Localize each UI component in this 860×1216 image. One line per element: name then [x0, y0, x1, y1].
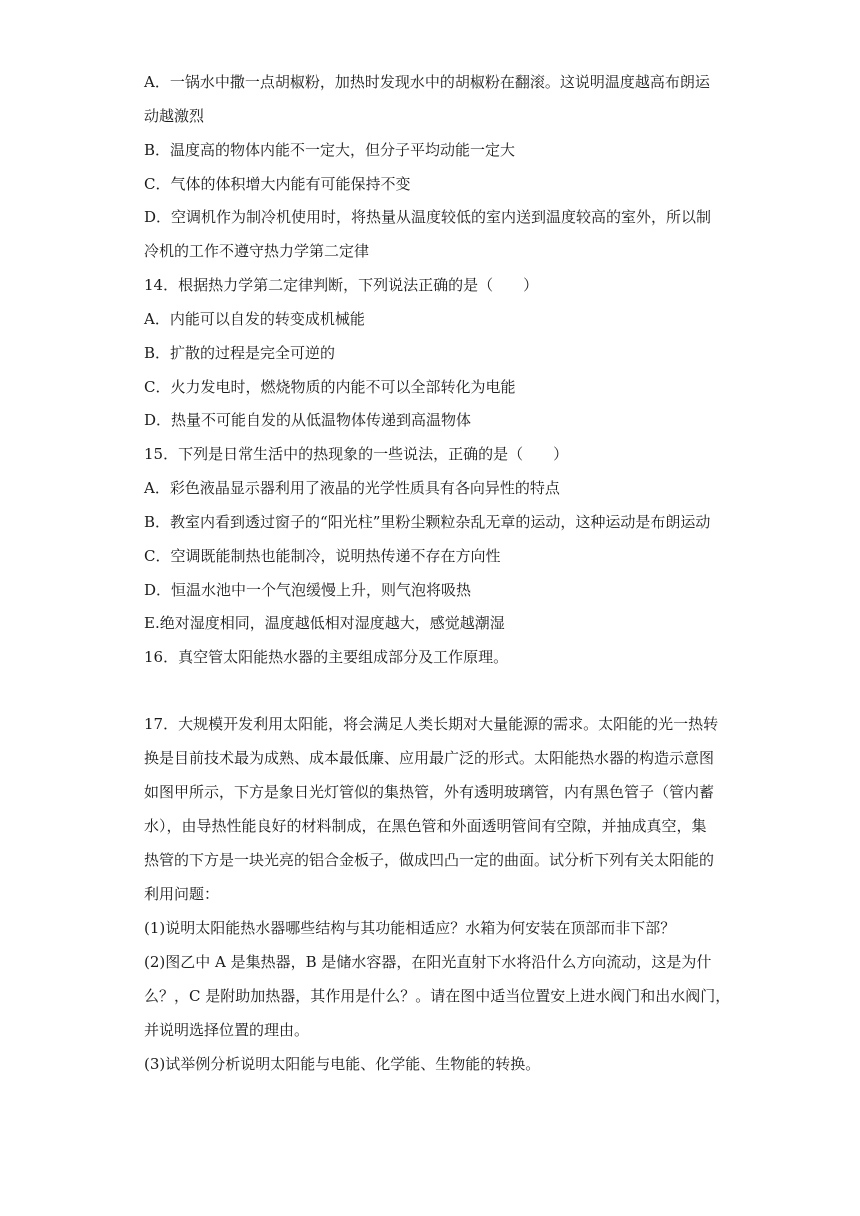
- q17-sub3: (3)试举例分析说明太阳能与电能、化学能、生物能的转换。: [144, 1055, 541, 1073]
- q13-option-b: B．温度高的物体内能不一定大，但分子平均动能一定大: [144, 141, 516, 159]
- q15-option-a: A．彩色液晶显示器利用了液晶的光学性质具有各向异性的特点: [144, 479, 560, 497]
- q17-sub2-line1: (2)图乙中 A 是集热器，B 是储水容器，在阳光直射下水将沿什么方向流动，这是为什: [144, 953, 712, 971]
- q17-paragraph-line2: 换是目前技术最为成熟、成本最低廉、应用最广泛的形式。太阳能热水器的构造示意图: [144, 749, 715, 767]
- q15-option-c: C．空调既能制热也能制冷，说明热传递不存在方向性: [144, 547, 501, 565]
- q15-option-d: D．恒温水池中一个气泡缓慢上升，则气泡将吸热: [144, 581, 472, 599]
- q17-paragraph-line6: 利用问题：: [144, 885, 220, 903]
- q17-sub2-line3: 并说明选择位置的理由。: [144, 1021, 310, 1039]
- q13-option-c: C．气体的体积增大内能有可能保持不变: [144, 175, 411, 193]
- q17-sub2-line2: 么？，C 是附助加热器，其作用是什么？。请在图中适当位置安上进水阀门和出水阀门，: [144, 987, 731, 1005]
- q14-option-d: D．热量不可能自发的从低温物体传递到高温物体: [144, 411, 472, 429]
- q15-option-b: B．教室内看到透过窗子的“阳光柱”里粉尘颗粒杂乱无章的运动，这种运动是布朗运动: [144, 513, 711, 531]
- q13-option-a-line1: A．一锅水中撒一点胡椒粉，加热时发现水中的胡椒粉在翻滚。这说明温度越高布朗运: [144, 73, 710, 91]
- q17-sub1: (1)说明太阳能热水器哪些结构与其功能相适应？水箱为何安装在顶部而非下部？: [144, 919, 676, 937]
- q14-option-a: A．内能可以自发的转变成机械能: [144, 310, 365, 328]
- q15-option-e: E.绝对湿度相同，温度越低相对湿度越大，感觉越潮湿: [144, 614, 505, 632]
- q14-option-b: B．扩散的过程是完全可逆的: [144, 344, 336, 362]
- q17-paragraph-line4: 水），由导热性能良好的材料制成，在黑色管和外面透明管间有空隙，并抽成真空，集: [144, 817, 707, 835]
- q17-paragraph-line3: 如图甲所示，下方是象日光灯管似的集热管，外有透明玻璃管，内有黑色管子（管内蓄: [144, 783, 715, 801]
- q15-stem: 15．下列是日常生活中的热现象的一些说法，正确的是（ ）: [144, 445, 569, 463]
- q16-stem: 16．真空管太阳能热水器的主要组成部分及工作原理。: [144, 648, 509, 666]
- q17-paragraph-line5: 热管的下方是一块光亮的铝合金板子，做成凹凸一定的曲面。试分析下列有关太阳能的: [144, 851, 715, 869]
- q13-option-d-line1: D．空调机作为制冷机使用时，将热量从温度较低的室内送到温度较高的室外，所以制: [144, 208, 712, 226]
- q14-stem: 14．根据热力学第二定律判断，下列说法正确的是（ ）: [144, 276, 539, 294]
- q13-option-a-line2: 动越激烈: [144, 107, 205, 125]
- q17-paragraph-line1: 17．大规模开发利用太阳能，将会满足人类长期对大量能源的需求。太阳能的光一热转: [144, 715, 719, 733]
- q14-option-c: C．火力发电时，燃烧物质的内能不可以全部转化为电能: [144, 378, 516, 396]
- q13-option-d-line2: 冷机的工作不遵守热力学第二定律: [144, 242, 370, 260]
